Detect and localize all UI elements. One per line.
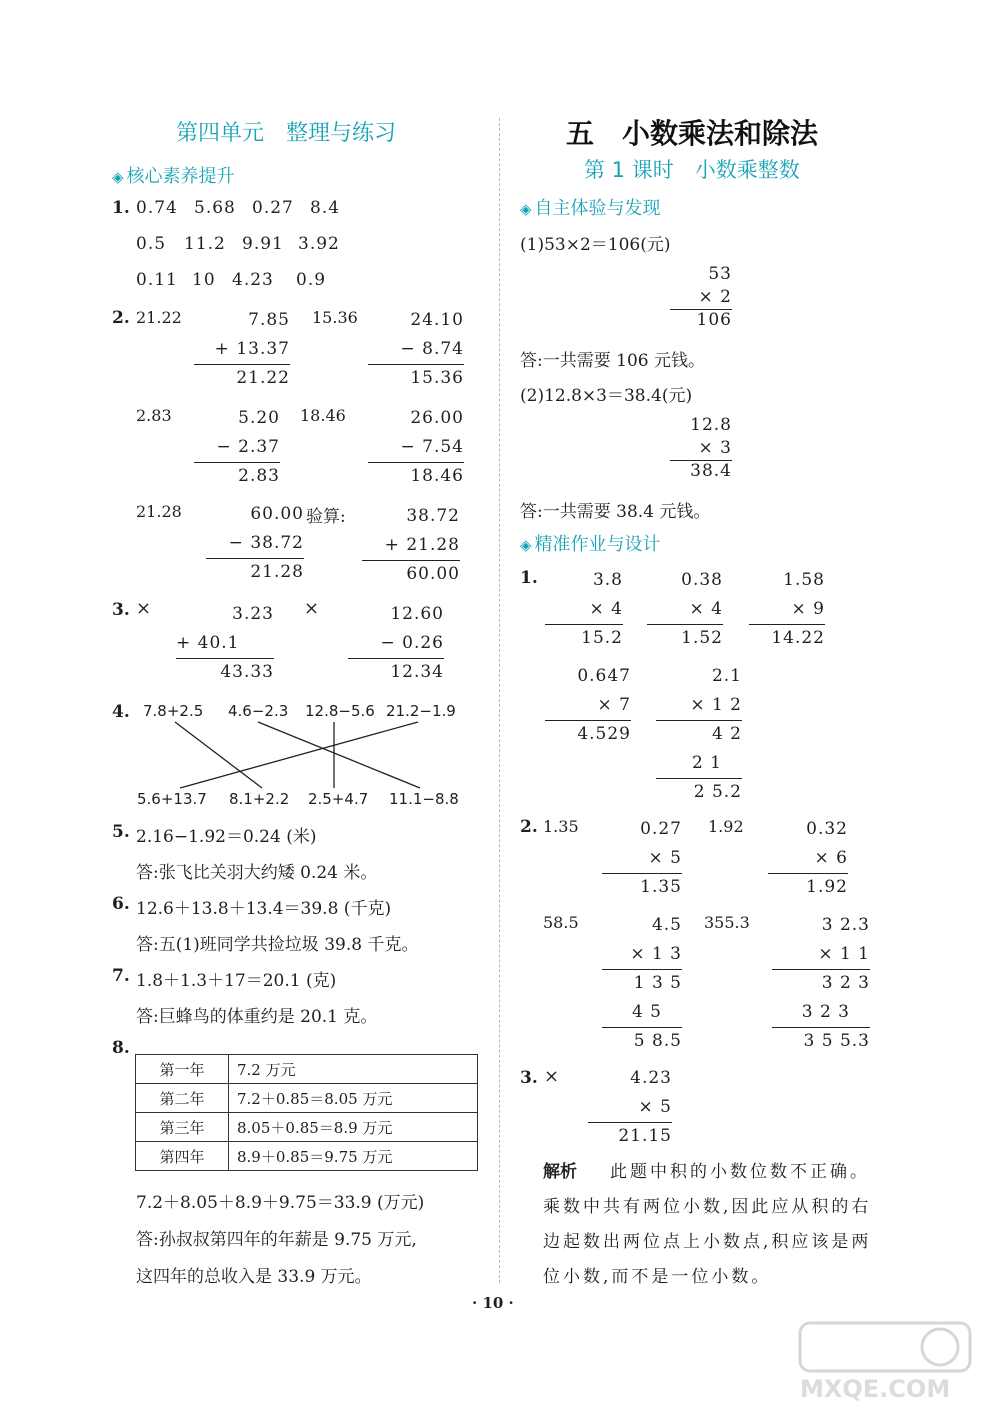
vertical-calc — [545, 566, 623, 653]
vertical-calc — [670, 263, 732, 332]
operand: 53 — [708, 264, 732, 284]
operand: 26.00 — [410, 408, 464, 428]
q5-equation: 2.16−1.92＝0.24 (米) — [136, 827, 317, 847]
q4-number: 4. — [112, 702, 130, 722]
operand: 2.1 — [711, 666, 742, 686]
operand: − 8.74 — [400, 339, 464, 359]
result: 18.46 — [410, 466, 464, 486]
vertical-calc — [749, 566, 825, 653]
result: 2.83 — [238, 466, 280, 486]
vertical-calc — [670, 414, 732, 483]
analysis-line-2: 乘数中共有两位小数,因此应从积的右 — [543, 1197, 872, 1217]
q2-number: 2. — [112, 308, 130, 328]
analysis-line-4: 位小数,而不是一位小数。 — [543, 1267, 772, 1287]
wrong-mark: × — [136, 598, 152, 619]
q8-answer-2: 这四年的总收入是 33.9 万元。 — [136, 1267, 372, 1287]
analysis-line-1: 此题中积的小数位数不正确。 — [610, 1162, 870, 1182]
q1-value: 0.11 — [136, 270, 178, 290]
result: 3 5 5.3 — [803, 1031, 870, 1051]
q1-value: 5.68 — [194, 198, 236, 218]
section-label: 自主体验与发现 — [534, 198, 661, 219]
q2-answer-1: 21.22 — [136, 308, 182, 327]
vertical-calc — [772, 911, 870, 1056]
vertical-calc — [656, 662, 742, 807]
partial-product: 2 1 — [691, 753, 722, 773]
q7-equation: 1.8＋1.3＋17＝20.1 (克) — [136, 971, 337, 991]
match-bottom-2: 8.1+2.2 — [229, 790, 290, 808]
operand: 3.8 — [592, 570, 623, 590]
operand: × 9 — [791, 599, 825, 619]
diamond-icon: ◈ — [520, 536, 532, 554]
result: 14.22 — [771, 628, 825, 648]
calc-rule — [647, 624, 723, 625]
calc-rule — [772, 1027, 870, 1028]
table-cell: 第一年 — [136, 1055, 229, 1084]
operand: + 40.1 — [176, 633, 240, 653]
vertical-calc — [647, 566, 723, 653]
page-number: · 10 · — [472, 1294, 514, 1312]
result: 1.92 — [806, 877, 848, 897]
match-bottom-4: 11.1−8.8 — [389, 790, 459, 808]
table-cell: 8.9＋0.85＝9.75 万元 — [229, 1142, 478, 1171]
match-top-3: 12.8−5.6 — [305, 702, 375, 720]
operand: 60.00 — [250, 504, 304, 524]
q7-answer: 答:巨蜂鸟的体重约是 20.1 克。 — [136, 1007, 378, 1027]
q1-value: 0.9 — [296, 270, 327, 290]
operand: × 1 2 — [690, 695, 742, 715]
operand: − 2.37 — [216, 437, 280, 457]
vertical-calc — [545, 662, 631, 749]
operand: × 5 — [638, 1097, 672, 1117]
match-bottom-1: 5.6+13.7 — [137, 790, 207, 808]
result: 38.4 — [690, 461, 732, 481]
calc-rule — [670, 309, 732, 310]
q5-answer: 答:张飞比关羽大约矮 0.24 米。 — [136, 863, 378, 883]
calc-rule — [602, 1027, 682, 1028]
vertical-calc — [602, 815, 682, 902]
operand: × 1 3 — [630, 944, 682, 964]
rq2-number: 2. — [520, 817, 538, 837]
salary-table — [135, 1054, 478, 1171]
q1-value: 11.2 — [184, 234, 226, 254]
match-top-2: 4.6−2.3 — [228, 702, 289, 720]
q8-number: 8. — [112, 1038, 130, 1058]
operand: × 3 — [698, 438, 732, 458]
q1-value: 10 — [192, 270, 216, 290]
result: 2 5.2 — [693, 782, 742, 802]
rq2-answer-1: 1.35 — [543, 817, 579, 836]
table-cell: 第三年 — [136, 1113, 229, 1142]
match-top-1: 7.8+2.5 — [143, 702, 204, 720]
partial-product: 3 2 3 — [801, 1002, 850, 1022]
operand: 4.5 — [651, 915, 682, 935]
operand: 0.32 — [806, 819, 848, 839]
operand: × 6 — [814, 848, 848, 868]
diamond-icon: ◈ — [520, 200, 532, 218]
p2-answer: 答:一共需要 38.4 元钱。 — [520, 502, 711, 522]
result: 1.35 — [640, 877, 682, 897]
analysis-line-3: 边起数出两位点上小数点,积应该是两 — [543, 1232, 872, 1252]
q2-answer-3: 2.83 — [136, 406, 172, 425]
q6-number: 6. — [112, 894, 130, 914]
result: 15.2 — [581, 628, 623, 648]
operand: − 38.72 — [228, 533, 304, 553]
q8-equation: 7.2＋8.05＋8.9＋9.75＝33.9 (万元) — [136, 1193, 425, 1213]
calc-rule — [656, 778, 742, 779]
calc-rule — [602, 873, 682, 874]
partial-product: 3 2 3 — [821, 973, 870, 993]
calc-rule — [749, 624, 825, 625]
table-cell: 7.2 万元 — [229, 1055, 478, 1084]
operand: 38.72 — [406, 506, 460, 526]
table-cell: 8.05＋0.85＝8.9 万元 — [229, 1113, 478, 1142]
q3-number: 3. — [112, 600, 130, 620]
table-row — [136, 1084, 478, 1113]
section-precise-homework — [520, 530, 661, 556]
rq3-number: 3. — [520, 1068, 538, 1088]
operand: + 13.37 — [214, 339, 290, 359]
operand: 3.23 — [232, 604, 274, 624]
operand: × 5 — [648, 848, 682, 868]
q7-number: 7. — [112, 966, 130, 986]
operand: 4.23 — [630, 1068, 672, 1088]
vertical-calc — [768, 815, 848, 902]
analysis-label: 解析 — [543, 1162, 577, 1182]
q1-value: 0.27 — [252, 198, 294, 218]
result: 43.33 — [220, 662, 274, 682]
vertical-calc — [602, 911, 682, 1056]
result: 5 8.5 — [633, 1031, 682, 1051]
operand: 24.10 — [410, 310, 464, 330]
result: 60.00 — [406, 564, 460, 584]
table-cell: 第四年 — [136, 1142, 229, 1171]
result: 12.34 — [390, 662, 444, 682]
calc-rule — [588, 1122, 672, 1123]
unit-title: 第四单元 整理与练习 — [176, 121, 397, 146]
section-self-experience — [520, 194, 661, 220]
p1-answer: 答:一共需要 106 元钱。 — [520, 351, 705, 371]
operand: 0.647 — [577, 666, 631, 686]
q6-equation: 12.6＋13.8＋13.4＝39.8 (千克) — [136, 899, 392, 919]
calc-rule — [768, 873, 848, 874]
table-row — [136, 1055, 478, 1084]
calc-rule — [545, 624, 623, 625]
operand: 1.58 — [783, 570, 825, 590]
calc-rule — [602, 969, 682, 970]
operand: × 1 1 — [818, 944, 870, 964]
calc-rule — [545, 720, 631, 721]
operand: 12.8 — [690, 415, 732, 435]
diamond-icon: ◈ — [112, 168, 124, 186]
operand: × 7 — [597, 695, 631, 715]
vertical-calc — [588, 1064, 672, 1151]
q1-value: 0.5 — [136, 234, 167, 254]
section-label: 精准作业与设计 — [534, 534, 661, 555]
operand: 12.60 — [390, 604, 444, 624]
operand: 5.20 — [238, 408, 280, 428]
check-label: 验算: — [306, 507, 346, 527]
result: 4.529 — [577, 724, 631, 744]
watermark-text: MXQE.COM — [800, 1375, 951, 1403]
operand: × 2 — [698, 287, 732, 307]
q1-value: 0.74 — [136, 198, 178, 218]
match-top-4: 21.2−1.9 — [386, 702, 456, 720]
table-cell: 7.2＋0.85＝8.05 万元 — [229, 1084, 478, 1113]
operand: 3 2.3 — [821, 915, 870, 935]
q6-answer: 答:五(1)班同学共捡垃圾 39.8 千克。 — [136, 935, 419, 955]
calc-rule — [772, 969, 870, 970]
partial-product: 4 2 — [711, 724, 742, 744]
p1-equation: (1)53×2＝106(元) — [520, 235, 671, 255]
operand: × 4 — [589, 599, 623, 619]
q1-value: 4.23 — [232, 270, 274, 290]
table-row — [136, 1142, 478, 1171]
p2-equation: (2)12.8×3＝38.4(元) — [520, 386, 693, 406]
q2-answer-2: 15.36 — [312, 308, 358, 327]
operand: + 21.28 — [384, 535, 460, 555]
partial-product: 4 5 — [631, 1002, 662, 1022]
q2-answer-5: 21.28 — [136, 502, 182, 521]
calc-rule — [670, 460, 732, 461]
q2-answer-4: 18.46 — [300, 406, 346, 425]
operand: 7.85 — [248, 310, 290, 330]
q1-value: 8.4 — [310, 198, 341, 218]
chapter-title: 五 小数乘法和除法 — [566, 117, 819, 150]
wrong-mark: × — [544, 1066, 560, 1087]
rq2-answer-3: 58.5 — [543, 913, 579, 932]
result: 15.36 — [410, 368, 464, 388]
result: 21.22 — [236, 368, 290, 388]
operand: − 0.26 — [380, 633, 444, 653]
q1-number: 1. — [112, 198, 130, 218]
operand: 0.27 — [640, 819, 682, 839]
table-cell: 第二年 — [136, 1084, 229, 1113]
match-bottom-3: 2.5+4.7 — [308, 790, 369, 808]
operand: − 7.54 — [400, 437, 464, 457]
lesson-title: 第 1 课时 小数乘整数 — [584, 158, 800, 182]
result: 21.28 — [250, 562, 304, 582]
watermark — [780, 1319, 980, 1409]
rq1-number: 1. — [520, 568, 538, 588]
operand: × 4 — [689, 599, 723, 619]
q5-number: 5. — [112, 822, 130, 842]
operand: 0.38 — [681, 570, 723, 590]
section-label: 核心素养提升 — [126, 166, 235, 187]
rq2-answer-4: 355.3 — [704, 913, 750, 932]
match-lines — [0, 0, 500, 820]
result: 1.52 — [681, 628, 723, 648]
q8-answer-1: 答:孙叔叔第四年的年薪是 9.75 万元, — [136, 1230, 417, 1250]
result: 21.15 — [618, 1126, 672, 1146]
result: 106 — [696, 310, 732, 330]
calc-rule — [656, 720, 742, 721]
partial-product: 1 3 5 — [633, 973, 682, 993]
q1-value: 9.91 — [242, 234, 284, 254]
table-row — [136, 1113, 478, 1142]
q1-value: 3.92 — [298, 234, 340, 254]
rq2-answer-2: 1.92 — [708, 817, 744, 836]
wrong-mark: × — [304, 598, 320, 619]
